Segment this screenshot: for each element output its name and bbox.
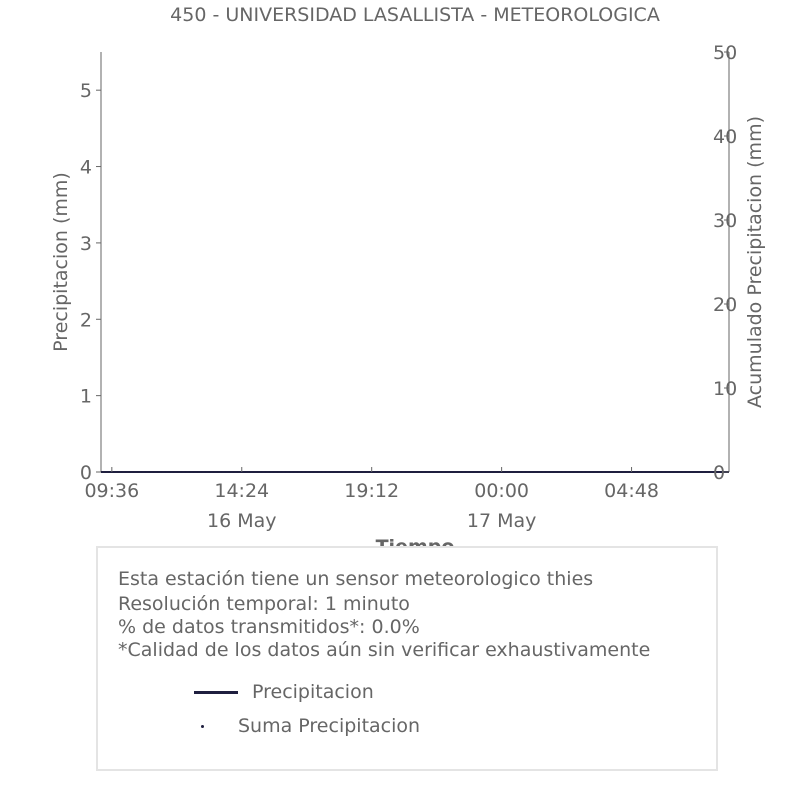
y-tick-label-right: 20 bbox=[713, 294, 738, 316]
y-tick-label-left: 4 bbox=[79, 156, 92, 179]
y-tick-label-right: 10 bbox=[713, 378, 738, 400]
legend-dot-swatch bbox=[201, 725, 204, 728]
y-tick-label-right: 30 bbox=[713, 210, 738, 232]
y-tick-label-right: 0 bbox=[713, 462, 726, 484]
chart-title: 450 - UNIVERSIDAD LASALLISTA - METEOROLOGICA bbox=[170, 4, 660, 26]
legend-line-swatch bbox=[194, 691, 238, 694]
info-line-quality-note: *Calidad de los datos aún sin verificar exhaustivamente bbox=[118, 639, 651, 661]
x-date-label: 16 May bbox=[207, 510, 277, 532]
x-tick-label: 04:48 bbox=[604, 480, 659, 502]
y-tick-label-left: 0 bbox=[79, 462, 92, 484]
y-tick-label-left: 3 bbox=[79, 232, 92, 255]
y-axis-label-left: Precipitacion (mm) bbox=[50, 172, 72, 352]
legend-label-suma-precipitacion: Suma Precipitacion bbox=[238, 715, 421, 737]
x-tick-label: 09:36 bbox=[84, 480, 140, 502]
y-axis-label-right: Acumulado Precipitacion (mm) bbox=[744, 116, 766, 408]
info-line-sensor: Esta estación tiene un sensor meteorologico thies bbox=[118, 568, 594, 590]
y-tick-label-right: 40 bbox=[713, 126, 738, 148]
x-tick-label: 14:24 bbox=[214, 480, 270, 502]
x-date-label: 17 May bbox=[466, 510, 537, 532]
legend-label-precipitacion: Precipitacion bbox=[252, 681, 374, 703]
info-line-resolution: Resolución temporal: 1 minuto bbox=[118, 593, 410, 615]
y-tick-label-left: 5 bbox=[79, 80, 92, 103]
info-box bbox=[96, 546, 718, 771]
y-tick-label-right: 50 bbox=[713, 42, 738, 64]
y-tick-label-left: 2 bbox=[79, 309, 92, 332]
x-tick-label: 19:12 bbox=[344, 480, 400, 502]
y-tick-label-left: 1 bbox=[79, 385, 92, 408]
info-line-transmitted: % de datos transmitidos*: 0.0% bbox=[118, 616, 420, 638]
x-tick-label: 00:00 bbox=[474, 480, 530, 502]
